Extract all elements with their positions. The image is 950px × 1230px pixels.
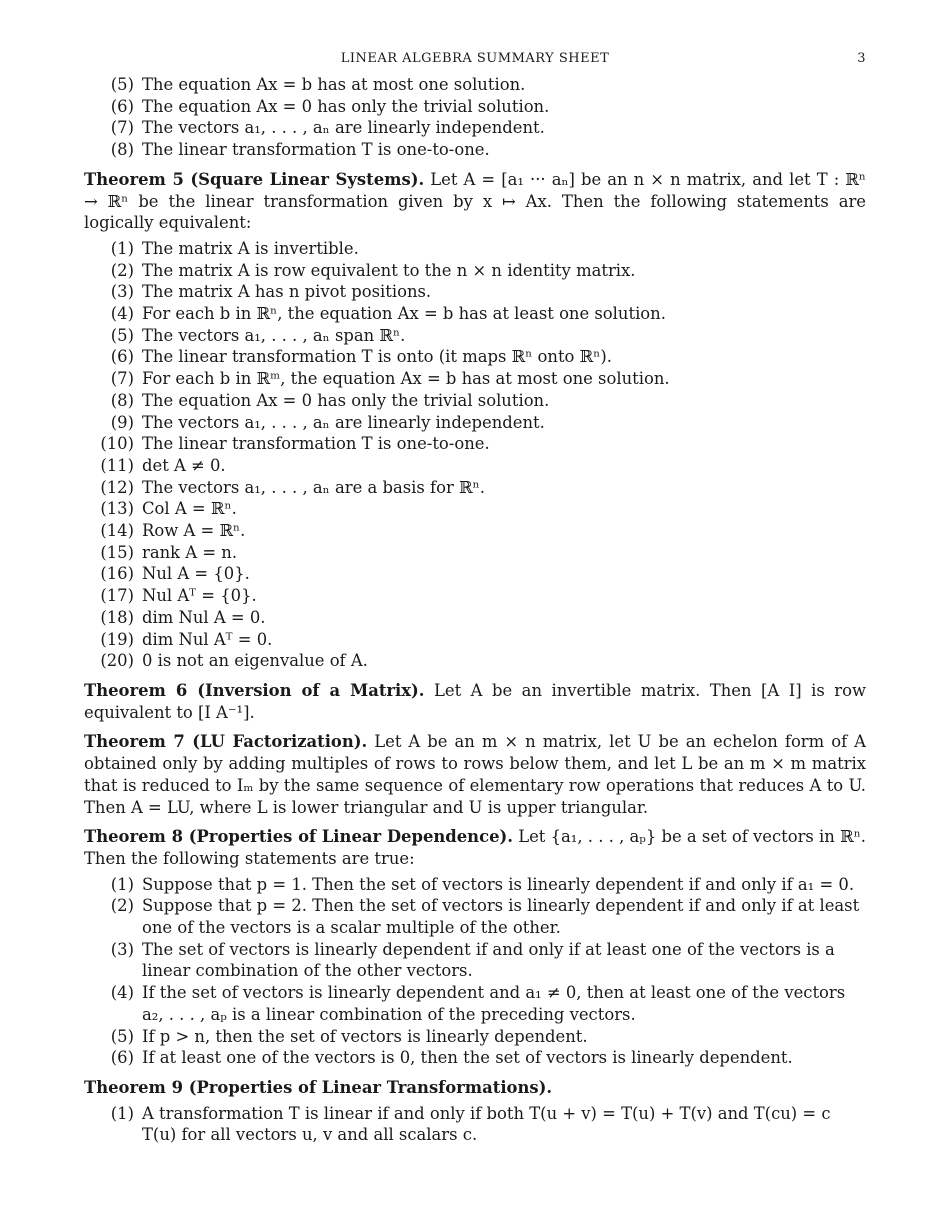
item-number: (3) (110, 939, 134, 959)
item-number: (5) (110, 325, 134, 345)
item-number: (2) (110, 260, 134, 280)
theorems-container (84, 169, 866, 1146)
list-item (84, 1047, 866, 1069)
list-item (84, 346, 866, 368)
theorem-heading: Theorem 8 (Properties of Linear Dependence). (84, 827, 513, 847)
item-text: If at least one of the vectors is 0, then the set of vectors is linearly dependent. (142, 1048, 793, 1068)
item-number: (3) (110, 282, 134, 302)
list-item (84, 281, 866, 303)
item-text: The equation Ax = 0 has only the trivial solution. (142, 96, 550, 116)
list-item (84, 563, 866, 585)
theorem-statement (84, 680, 866, 723)
item-text: A transformation T is linear if and only if both T(u + v) = T(u) + T(v) and T(cu) = c T(u) for all vectors u, v and all scalars c. (142, 1103, 831, 1145)
item-text: Suppose that p = 2. Then the set of vectors is linearly dependent if and only if at least one of the vectors is a scalar multiple of the other. (142, 896, 860, 938)
item-text: The set of vectors is linearly dependent if and only if at least one of the vectors is a linear combination of the other vectors. (142, 939, 835, 981)
item-text: Suppose that p = 1. Then the set of vectors is linearly dependent if and only if a₁ = 0. (142, 874, 855, 894)
item-number: (7) (110, 118, 134, 138)
list-item (84, 390, 866, 412)
item-number: (18) (100, 607, 134, 627)
list-item (84, 895, 866, 938)
item-number: (6) (110, 96, 134, 116)
theorem-heading: Theorem 6 (Inversion of a Matrix). (84, 680, 425, 700)
item-text: For each b in ℝᵐ, the equation Ax = b has at most one solution. (142, 369, 670, 389)
item-text: The vectors a₁, . . . , aₙ span ℝⁿ. (142, 325, 406, 345)
item-number: (6) (110, 347, 134, 367)
list-item (84, 982, 866, 1025)
item-number: (16) (100, 564, 134, 584)
theorem-list (84, 1103, 866, 1146)
list-item (84, 874, 866, 896)
item-text: dim Nul Aᵀ = 0. (142, 629, 273, 649)
item-text: The vectors a₁, . . . , aₙ are linearly independent. (142, 118, 545, 138)
theorem-heading: Theorem 9 (Properties of Linear Transformations). (84, 1077, 553, 1097)
theorem-heading: Theorem 5 (Square Linear Systems). (84, 169, 425, 189)
theorem-statement (84, 826, 866, 869)
theorem-list (84, 874, 866, 1069)
theorem-body: Let A be an m × n matrix, let U be an echelon form of A obtained only by adding multiples of rows to rows below them, and let L be an m × m matrix that is reduced to Iₘ by the same sequence of elementary row operations that reduces A to U. Then A = LU, where L is lower triangular and U is upper triangular. (84, 732, 866, 817)
item-text: 0 is not an eigenvalue of A. (142, 651, 368, 671)
item-number: (20) (100, 651, 134, 671)
item-number: (2) (110, 896, 134, 916)
list-item (84, 303, 866, 325)
theorem-block (84, 169, 866, 672)
item-number: (5) (110, 75, 134, 94)
list-item (84, 96, 866, 118)
document-page (84, 48, 866, 1146)
continued-list (84, 74, 866, 161)
list-item (84, 139, 866, 161)
item-text: If p > n, then the set of vectors is linearly dependent. (142, 1026, 588, 1046)
list-item (84, 542, 866, 564)
item-text: dim Nul A = 0. (142, 607, 266, 627)
item-text: The equation Ax = b has at most one solution. (142, 75, 526, 94)
list-item (84, 498, 866, 520)
list-item (84, 325, 866, 347)
theorem-list (84, 238, 866, 672)
item-text: The linear transformation T is one-to-one. (142, 434, 490, 454)
list-item (84, 74, 866, 96)
theorem-statement (84, 731, 866, 818)
list-item (84, 585, 866, 607)
item-text: The equation Ax = 0 has only the trivial solution. (142, 390, 550, 410)
item-text: The matrix A has n pivot positions. (142, 282, 432, 302)
item-number: (1) (110, 238, 134, 258)
item-number: (6) (110, 1048, 134, 1068)
item-text: det A ≠ 0. (142, 455, 226, 475)
theorem-block (84, 826, 866, 1069)
list-item (84, 117, 866, 139)
item-text: The matrix A is row equivalent to the n × n identity matrix. (142, 260, 636, 280)
item-text: Nul A = {0}. (142, 564, 250, 584)
item-number: (14) (100, 521, 134, 541)
list-item (84, 629, 866, 651)
theorem-body: Let A = [a₁ ··· aₙ] be an n × n matrix, and let T : ℝⁿ → ℝⁿ be the linear transformation given by x ↦ Ax. Then the following statements are logically equivalent: (84, 169, 866, 233)
theorem-body: Let A be an invertible matrix. Then [A I] is row equivalent to [I A⁻¹]. (84, 680, 866, 722)
theorem-statement (84, 169, 866, 234)
list-item (84, 477, 866, 499)
item-text: The matrix A is invertible. (142, 238, 359, 258)
item-number: (8) (110, 140, 134, 160)
theorem-block (84, 731, 866, 818)
list-item (84, 1026, 866, 1048)
item-text: Nul Aᵀ = {0}. (142, 586, 257, 606)
list-item (84, 1103, 866, 1146)
item-number: (9) (110, 412, 134, 432)
list-item (84, 520, 866, 542)
item-number: (1) (110, 874, 134, 894)
item-number: (10) (100, 434, 134, 454)
list-item (84, 939, 866, 982)
item-number: (17) (100, 586, 134, 606)
item-text: rank A = n. (142, 542, 238, 562)
list-item (84, 412, 866, 434)
item-number: (4) (110, 304, 134, 324)
item-number: (12) (100, 477, 134, 497)
theorem-heading: Theorem 7 (LU Factorization). (84, 732, 368, 752)
list-item (84, 607, 866, 629)
item-text: The linear transformation T is one-to-one. (142, 140, 490, 160)
item-text: For each b in ℝⁿ, the equation Ax = b has at least one solution. (142, 304, 666, 324)
page-number: 3 (857, 51, 866, 66)
item-number: (5) (110, 1026, 134, 1046)
item-number: (4) (110, 983, 134, 1003)
item-text: If the set of vectors is linearly dependent and a₁ ≠ 0, then at least one of the vectors a₂, . . . , aₚ is a linear combination of the preceding vectors. (142, 983, 846, 1024)
running-header (84, 48, 866, 68)
list-item (84, 368, 866, 390)
running-header-title: LINEAR ALGEBRA SUMMARY SHEET (340, 51, 610, 66)
list-item (84, 238, 866, 260)
theorem-block (84, 1077, 866, 1146)
list-item (84, 455, 866, 477)
item-text: The vectors a₁, . . . , aₙ are linearly independent. (142, 412, 545, 432)
item-number: (19) (100, 629, 134, 649)
theorem-body: Let {a₁, . . . , aₚ} be a set of vectors in ℝⁿ. Then the following statements are true: (84, 827, 867, 868)
item-number: (11) (100, 455, 134, 475)
item-text: The vectors a₁, . . . , aₙ are a basis for ℝⁿ. (142, 477, 485, 497)
item-number: (15) (100, 542, 134, 562)
list-item (84, 260, 866, 282)
item-text: Col A = ℝⁿ. (142, 499, 237, 519)
theorem-statement (84, 1077, 866, 1099)
item-number: (7) (110, 369, 134, 389)
theorem-block (84, 680, 866, 723)
item-number: (1) (110, 1103, 134, 1123)
item-text: The linear transformation T is onto (it maps ℝⁿ onto ℝⁿ). (142, 347, 612, 367)
list-item (84, 650, 866, 672)
list-item (84, 433, 866, 455)
item-number: (13) (100, 499, 134, 519)
item-text: Row A = ℝⁿ. (142, 521, 246, 541)
item-number: (8) (110, 390, 134, 410)
